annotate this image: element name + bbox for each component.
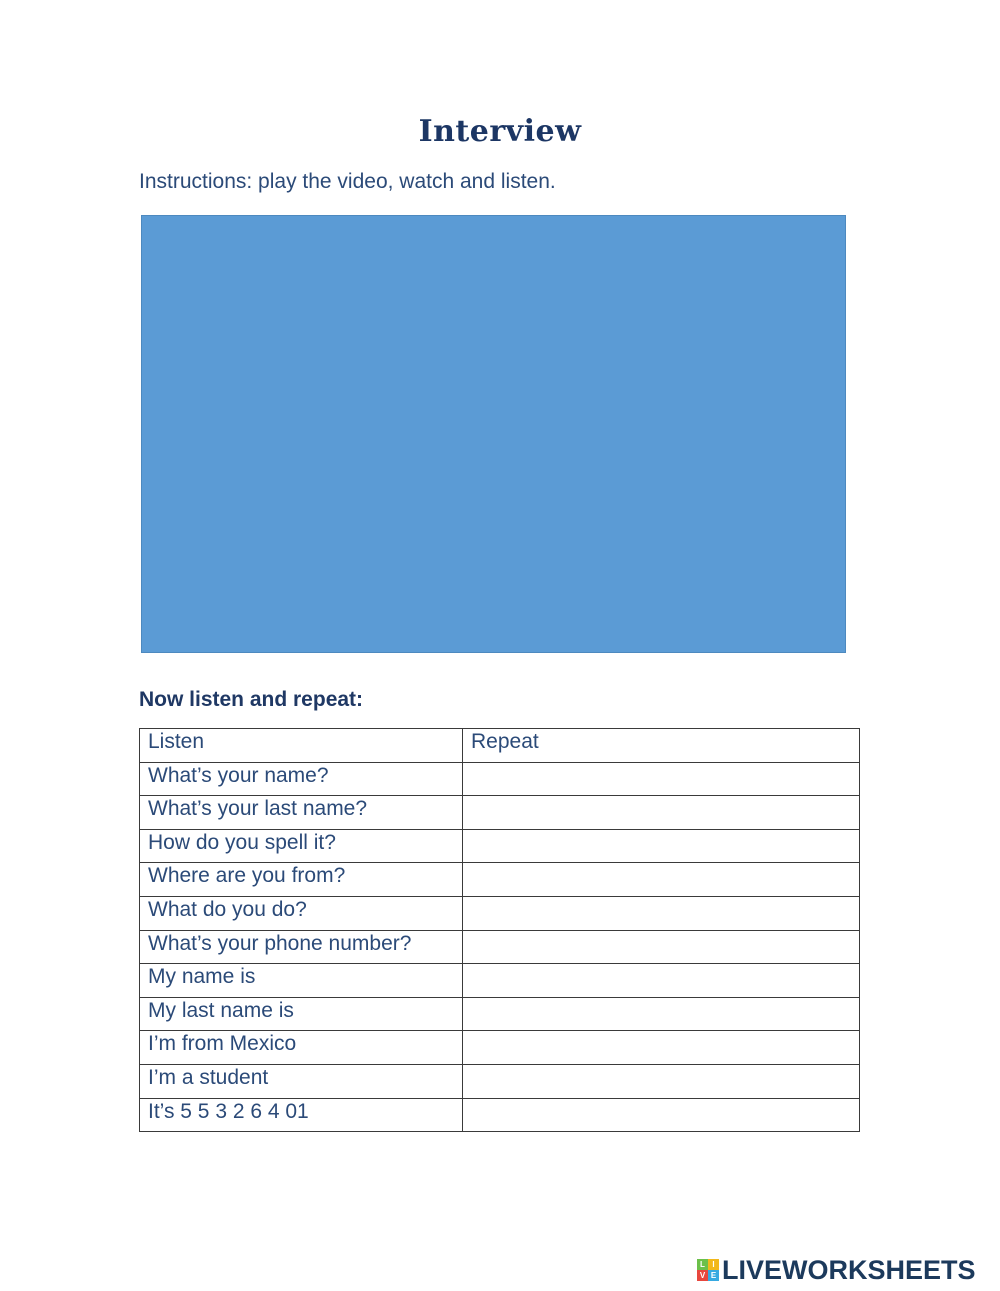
repeat-cell[interactable] — [463, 997, 860, 1031]
repeat-cell[interactable] — [463, 930, 860, 964]
table-header-row — [140, 729, 860, 763]
repeat-cell[interactable] — [463, 1031, 860, 1065]
listen-cell: My last name is — [140, 997, 463, 1031]
table-body — [140, 762, 860, 1132]
logo-icon-letter: L — [697, 1259, 708, 1270]
liveworksheets-logo — [697, 1254, 976, 1286]
liveworksheets-logo-icon — [697, 1259, 719, 1281]
table-row — [140, 796, 860, 830]
header-repeat: Repeat — [463, 729, 860, 763]
table-row — [140, 1031, 860, 1065]
worksheet-title: Interview — [418, 114, 582, 149]
table-row — [140, 1098, 860, 1132]
logo-text: LIVEWORKSHEETS — [722, 1255, 976, 1285]
listen-repeat-table — [139, 728, 860, 1132]
listen-cell: I’m from Mexico — [140, 1031, 463, 1065]
listen-cell: Where are you from? — [140, 863, 463, 897]
repeat-cell[interactable] — [463, 796, 860, 830]
repeat-cell[interactable] — [463, 762, 860, 796]
repeat-cell[interactable] — [463, 896, 860, 930]
logo-icon-letter: E — [708, 1270, 719, 1281]
table-row — [140, 896, 860, 930]
listen-cell: What’s your last name? — [140, 796, 463, 830]
repeat-cell[interactable] — [463, 964, 860, 998]
listen-cell: What do you do? — [140, 896, 463, 930]
listen-cell: What’s your name? — [140, 762, 463, 796]
logo-icon-letter: I — [708, 1259, 719, 1270]
listen-cell: It’s 5 5 3 2 6 4 01 — [140, 1098, 463, 1132]
logo-icon-letter: V — [697, 1270, 708, 1281]
table-row — [140, 829, 860, 863]
table-row — [140, 762, 860, 796]
repeat-cell[interactable] — [463, 1098, 860, 1132]
listen-cell: I’m a student — [140, 1064, 463, 1098]
table-row — [140, 863, 860, 897]
section-heading: Now listen and repeat: — [139, 688, 364, 711]
table-row — [140, 964, 860, 998]
listen-cell: How do you spell it? — [140, 829, 463, 863]
header-listen: Listen — [140, 729, 463, 763]
repeat-cell[interactable] — [463, 1064, 860, 1098]
repeat-cell[interactable] — [463, 863, 860, 897]
listen-cell: What’s your phone number? — [140, 930, 463, 964]
table-row — [140, 930, 860, 964]
instructions-text: Instructions: play the video, watch and listen. — [139, 170, 556, 193]
table-row — [140, 1064, 860, 1098]
repeat-cell[interactable] — [463, 829, 860, 863]
listen-cell: My name is — [140, 964, 463, 998]
table-row — [140, 997, 860, 1031]
video-player[interactable] — [141, 215, 846, 653]
